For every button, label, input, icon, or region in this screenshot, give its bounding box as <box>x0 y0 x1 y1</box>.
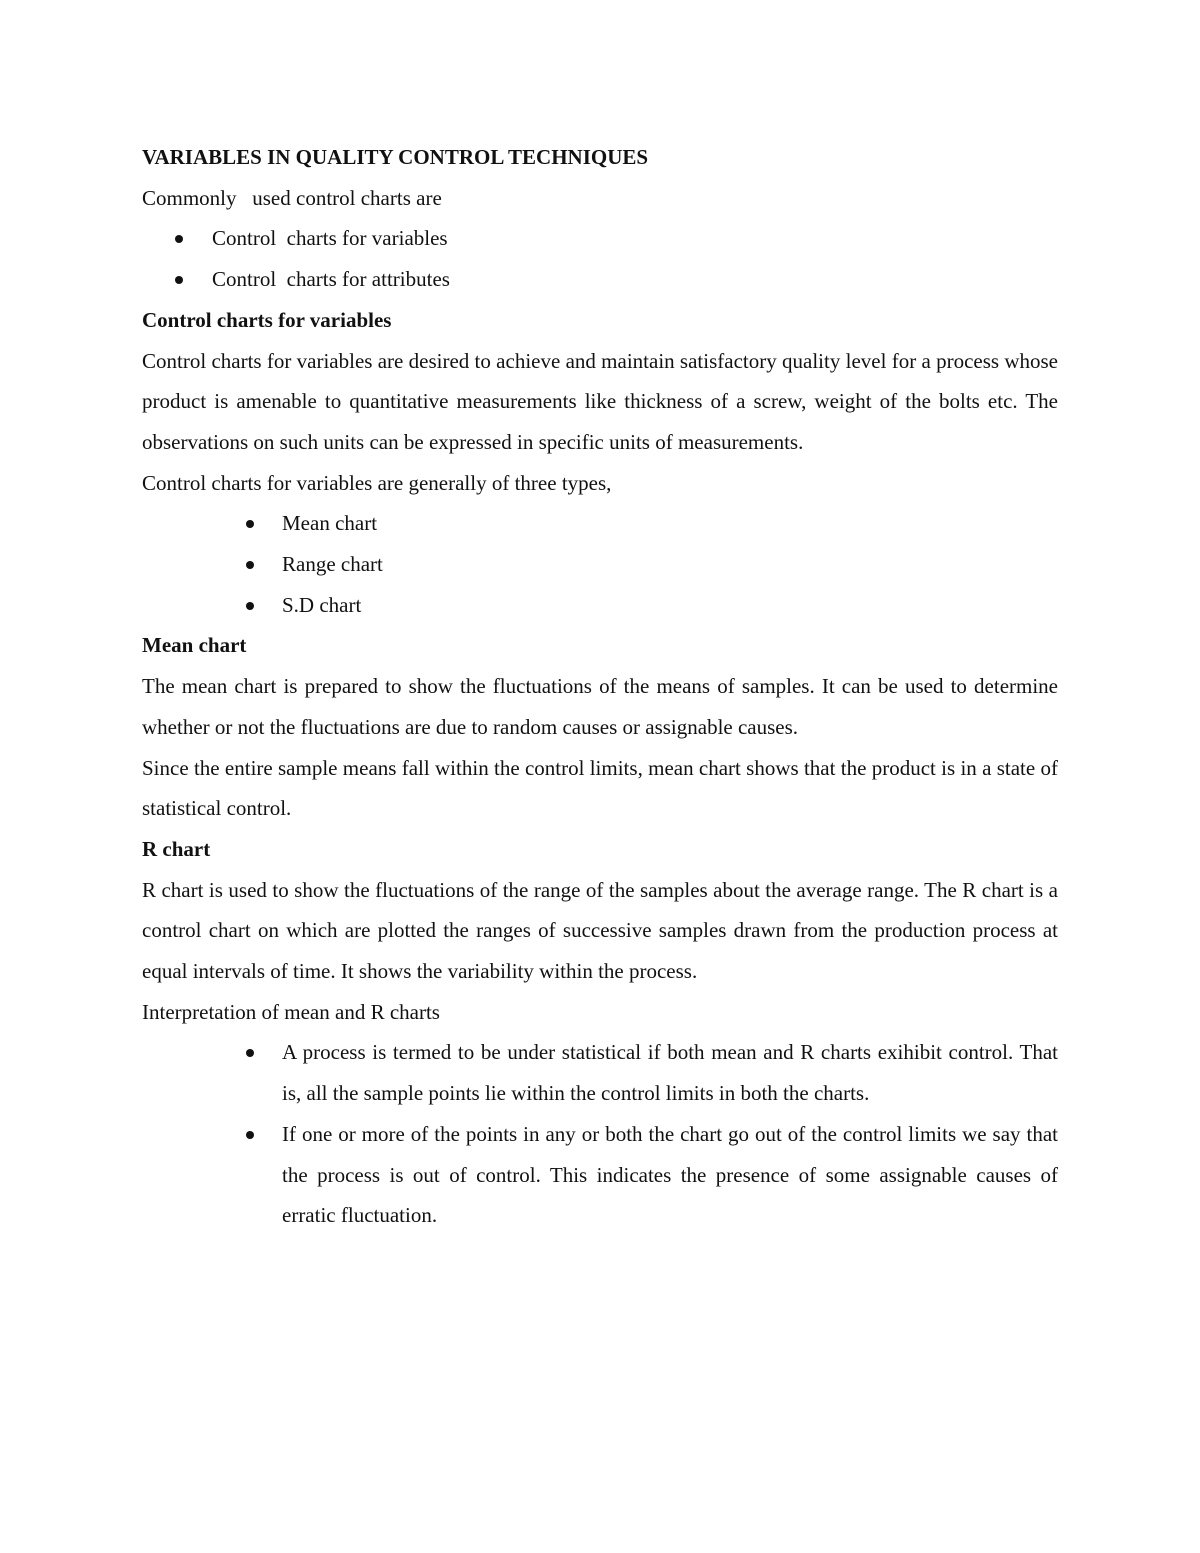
list-item: If one or more of the points in any or both the chart go out of the control limits we say that the process is out of control. This indicates the presence of some assignable causes of erratic fluctuation. <box>142 1114 1058 1236</box>
list-item: Mean chart <box>142 503 1058 544</box>
intro-text: Commonly used control charts are <box>142 185 442 210</box>
section-heading-variables: Control charts for variables <box>142 307 392 332</box>
bullet-icon <box>246 520 254 528</box>
bullet-icon <box>246 561 254 569</box>
mean-paragraph-2: Since the entire sample means fall within the control limits, mean chart shows that the product is in a state of statistical control. <box>142 755 1058 821</box>
types-bullet-list <box>142 503 1058 625</box>
document-title: VARIABLES IN QUALITY CONTROL TECHNIQUES <box>142 145 649 169</box>
list-item: A process is termed to be under statistical if both mean and R charts exihibit control. That is, all the sample points lie within the control limits in both the charts. <box>142 1032 1058 1113</box>
list-item: Control charts for variables <box>142 218 1058 259</box>
interpretation-bullet-list <box>142 1032 1058 1236</box>
section-heading-mean-chart: Mean chart <box>142 633 247 658</box>
bullet-icon <box>175 235 183 243</box>
r-chart-paragraph: R chart is used to show the fluctuations of the range of the samples about the average range. The R chart is a control chart on which are plotted the ranges of successive samples drawn from the production process at equal intervals of time. It shows the variability within the process. <box>142 877 1058 984</box>
list-item: S.D chart <box>142 585 1058 626</box>
intro-bullet-list <box>142 218 1058 299</box>
types-intro: Control charts for variables are generally of three types, <box>142 470 612 495</box>
bullet-icon <box>175 276 183 284</box>
mean-paragraph-1: The mean chart is prepared to show the fluctuations of the means of samples. It can be used to determine whether or not the fluctuations are due to random causes or assignable causes. <box>142 674 1058 739</box>
variables-paragraph: Control charts for variables are desired to achieve and maintain satisfactory quality level for a process whose product is amenable to quantitative measurements like thickness of a screw, weight of the bolts etc. The observations on such units can be expressed in specific units of measurements. <box>142 348 1058 454</box>
section-heading-r-chart: R chart <box>142 836 211 861</box>
list-item: Range chart <box>142 544 1058 585</box>
bullet-icon <box>246 1131 254 1139</box>
interpretation-intro: Interpretation of mean and R charts <box>142 999 440 1024</box>
bullet-icon <box>246 1049 254 1057</box>
bullet-icon <box>246 602 254 610</box>
list-item: Control charts for attributes <box>142 259 1058 300</box>
document-page <box>142 137 1058 1236</box>
